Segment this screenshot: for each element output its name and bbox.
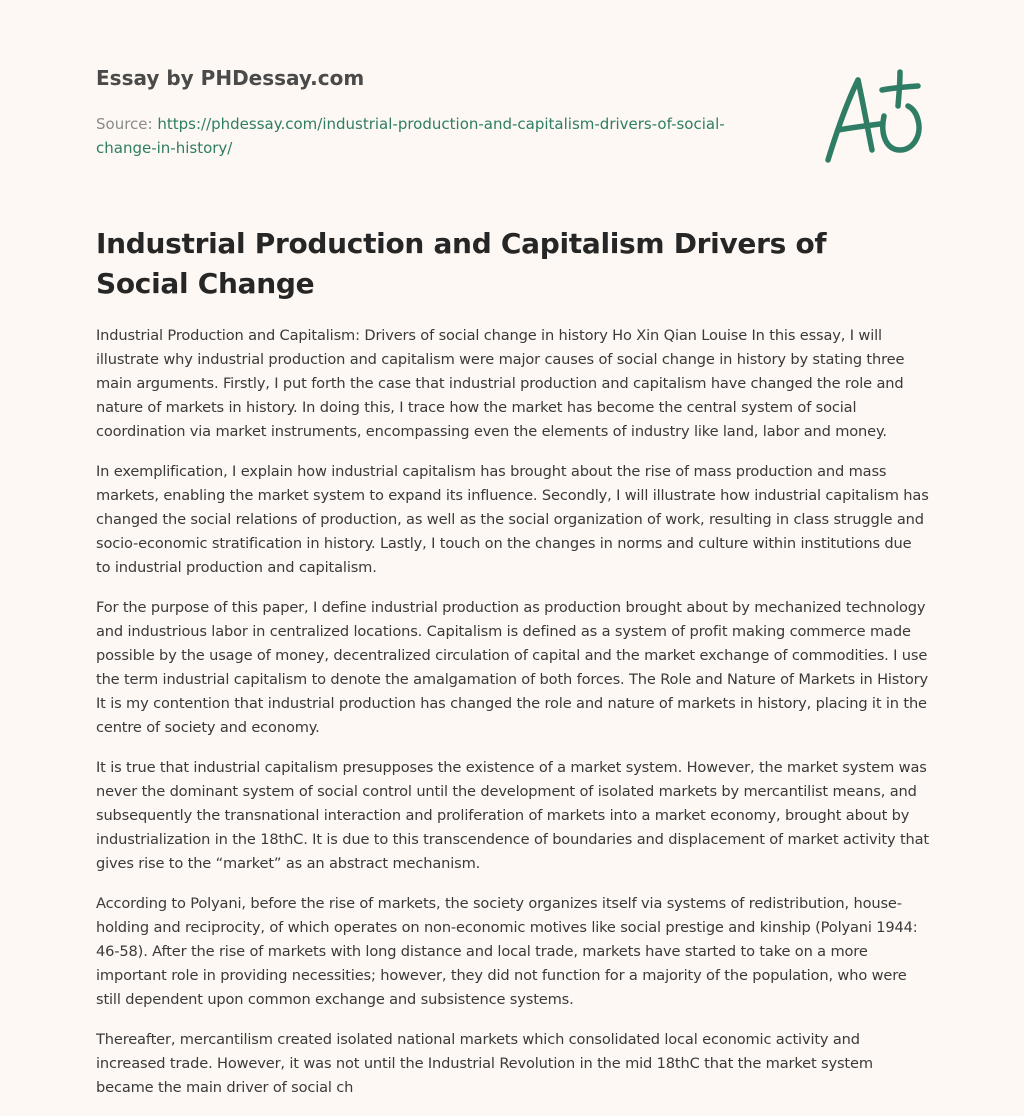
paragraph: Industrial Production and Capitalism: Drivers of social change in history Ho Xin Qian Louise In this essay, I will illustrate why industrial production and capitalism were major causes of social change in history by stating three main arguments. Firstly, I put forth the case that industrial production and capitalism have changed the role and nature of markets in history. In doing this, I trace how the market has become the central system of social coordination via market instruments, encompassing even the elements of industry like land, labor and money. [96,327,905,440]
paragraph: Thereafter, mercantilism created isolated national markets which consolidated local economic activity and increased trade. However, it was not until the Industrial Revolution in the mid 18thC that the market system became the main driver of social ch [96,1031,873,1096]
paragraph: For the purpose of this paper, I define industrial production as production brought about by mechanized technology and industrious labor in centralized locations. Capitalism is defined as a system of profit making commerce made possible by the usage of money, decentralized circulation of capital and the market exchange of commodities. I use the term industrial capitalism to denote the amalgamation of both forces. The Role and Nature of Markets in History It is my contention that industrial production has changed the role and nature of markets in history, placing it in the centre of society and economy. [96,599,928,736]
header [96,64,736,160]
site-title: Essay by PHDessay.com [96,66,365,90]
source-line [96,112,736,160]
source-link[interactable]: https://phdessay.com/industrial-production-and-capitalism-drivers-of-social-change-in-history/ [96,115,725,157]
paragraph: According to Polyani, before the rise of markets, the society organizes itself via systems of redistribution, house-holding and reciprocity, of which operates on non-economic motives like social prestige and kinship (Polyani 1944: 46-58). After the rise of markets with long distance and local trade, markets have started to take on a more important role in providing necessities; however, they did not function for a majority of the population, who were still dependent upon common exchange and subsistence systems. [96,895,918,1008]
paragraph: It is true that industrial capitalism presupposes the existence of a market system. However, the market system was never the dominant system of social control until the development of isolated markets by mercantilist means, and subsequently the transnational interaction and proliferation of markets into a market economy, brought about by industrialization in the 18thC. It is due to this transcendence of boundaries and displacement of market activity that gives rise to the “market” as an abstract mechanism. [96,759,930,872]
paragraph: In exemplification, I explain how industrial capitalism has brought about the rise of mass production and mass markets, enabling the market system to expand its influence. Secondly, I will illustrate how industrial capitalism has changed the social relations of production, as well as the social organization of work, resulting in class struggle and socio-economic stratification in history. Lastly, I touch on the changes in norms and culture within institutions due to industrial production and capitalism. [96,463,929,576]
a-plus-grade-logo-icon [818,64,930,168]
document-title: Industrial Production and Capitalism Drivers of Social Change [96,227,827,300]
source-label: Source: [96,115,153,133]
essay-body [96,324,930,1116]
